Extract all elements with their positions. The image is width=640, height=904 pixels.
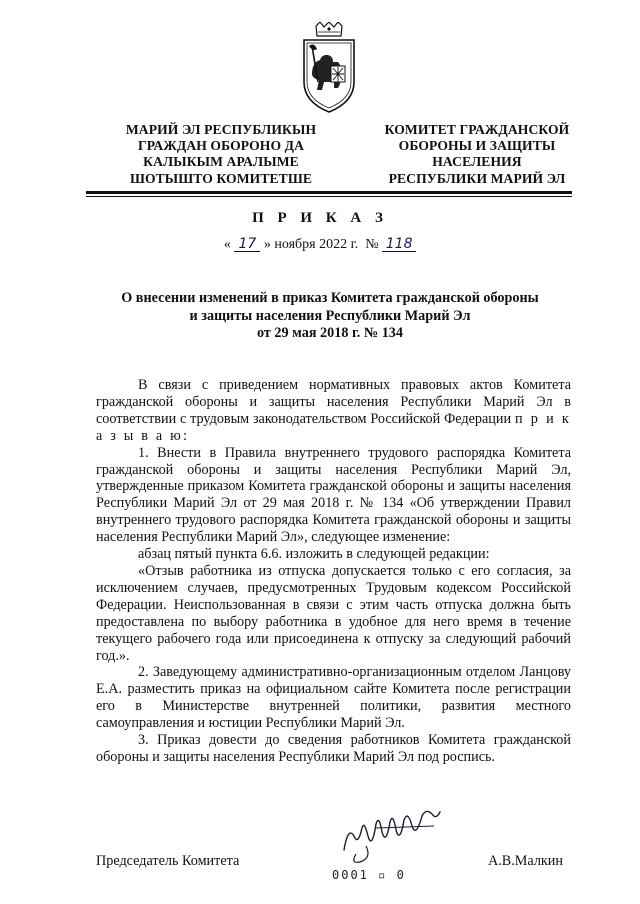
header-right-russian <box>352 122 602 187</box>
signer-name: А.В.Малкин <box>488 853 563 869</box>
number-sign: № <box>365 237 379 252</box>
handwritten-signature <box>336 806 446 868</box>
header-left-line-1: МАРИЙ ЭЛ РЕСПУБЛИКЫН <box>125 122 317 137</box>
header-right-line-1: КОМИТЕТ ГРАЖДАНСКОЙ <box>384 122 570 137</box>
header-left-mari <box>96 122 346 187</box>
signer-position: Председатель Комитета <box>96 853 240 869</box>
header-right-line-3: НАСЕЛЕНИЯ <box>432 154 522 170</box>
subject-line-1: О внесении изменений в приказ Комитета гражданской обороны <box>121 290 539 306</box>
body-item-1-quote: «Отзыв работника из отпуска допускается только с его согласия, за исключением случаев, предусмотренных Трудовым кодексом Российской Федерации. Неиспользованная в связи с этим часть отпуска должна быть предоставлена по выбору работника в удобное для него время в течение текущего рабочего года или присоединена к отпуску за следующий рабочий год.». <box>96 562 571 664</box>
header-rule-thin <box>86 196 572 197</box>
body-intro-text: В связи с приведением нормативных правовых актов Комитета гражданской обороны и защиты населения Республики Марий Эл в соответствии с трудовым законодательством Российской Федерации <box>96 377 571 427</box>
header-left-line-4: ШОТЫШТО КОМИТЕТШЕ <box>129 170 313 186</box>
subject-line-2: и защиты населения Республики Марий Эл <box>189 307 471 324</box>
header-right-line-2: ОБОРОНЫ И ЗАЩИТЫ <box>398 138 556 154</box>
order-date-line <box>0 237 640 253</box>
order-title: П Р И К А З <box>252 210 388 226</box>
header-left-line-2: ГРАЖДАН ОБОРОНО ДА <box>138 138 304 154</box>
body-item-3: 3. Приказ довести до сведения работников Комитета гражданской обороны и защиты населения Республики Марий Эл под роспись. <box>96 732 571 765</box>
body-intro-paragraph <box>96 377 571 445</box>
order-subject <box>90 290 570 343</box>
order-number-handwritten: 118 <box>382 237 416 252</box>
body-item-1-sub: абзац пятый пункта 6.6. изложить в следующей редакции: <box>138 546 490 563</box>
date-month-year: » ноября 2022 г. <box>263 237 359 252</box>
header-rule-thick <box>86 191 572 194</box>
body-item-2: 2. Заведующему административно-организационным отделом Ланцову Е.А. разместить приказ на официальном сайте Комитета после регистрации его в Министерстве внутренней политики, развития местного самоуправления и юстиции Республики Марий Эл. <box>96 664 571 732</box>
body-item-1: 1. Внести в Правила внутреннего трудового распорядка Комитета гражданской обороны и защиты населения Республики Марий Эл, утвержденные приказом Комитета гражданской обороны и защиты населения Республики Марий Эл от 29 мая 2018 г. № 134 «Об утверждении Правил внутреннего трудового распорядка Комитета гражданской обороны и защиты населения Республики Марий Эл», следующее изменение: <box>96 444 571 546</box>
body-prikazyvayu: п р и к а з ы в а ю: <box>96 410 572 444</box>
header-right-line-4: РЕСПУБЛИКИ МАРИЙ ЭЛ <box>388 170 566 186</box>
coat-of-arms-icon <box>298 22 360 114</box>
date-open-quote: « <box>223 237 231 252</box>
header-left-line-3: КАЛЫКЫМ АРАЛЫМЕ <box>143 154 299 170</box>
order-body <box>96 377 571 766</box>
subject-line-3: от 29 мая 2018 г. № 134 <box>257 325 403 341</box>
registration-stamp: 0001 ▫ 0 <box>332 868 406 882</box>
order-day-handwritten: 17 <box>234 237 260 252</box>
